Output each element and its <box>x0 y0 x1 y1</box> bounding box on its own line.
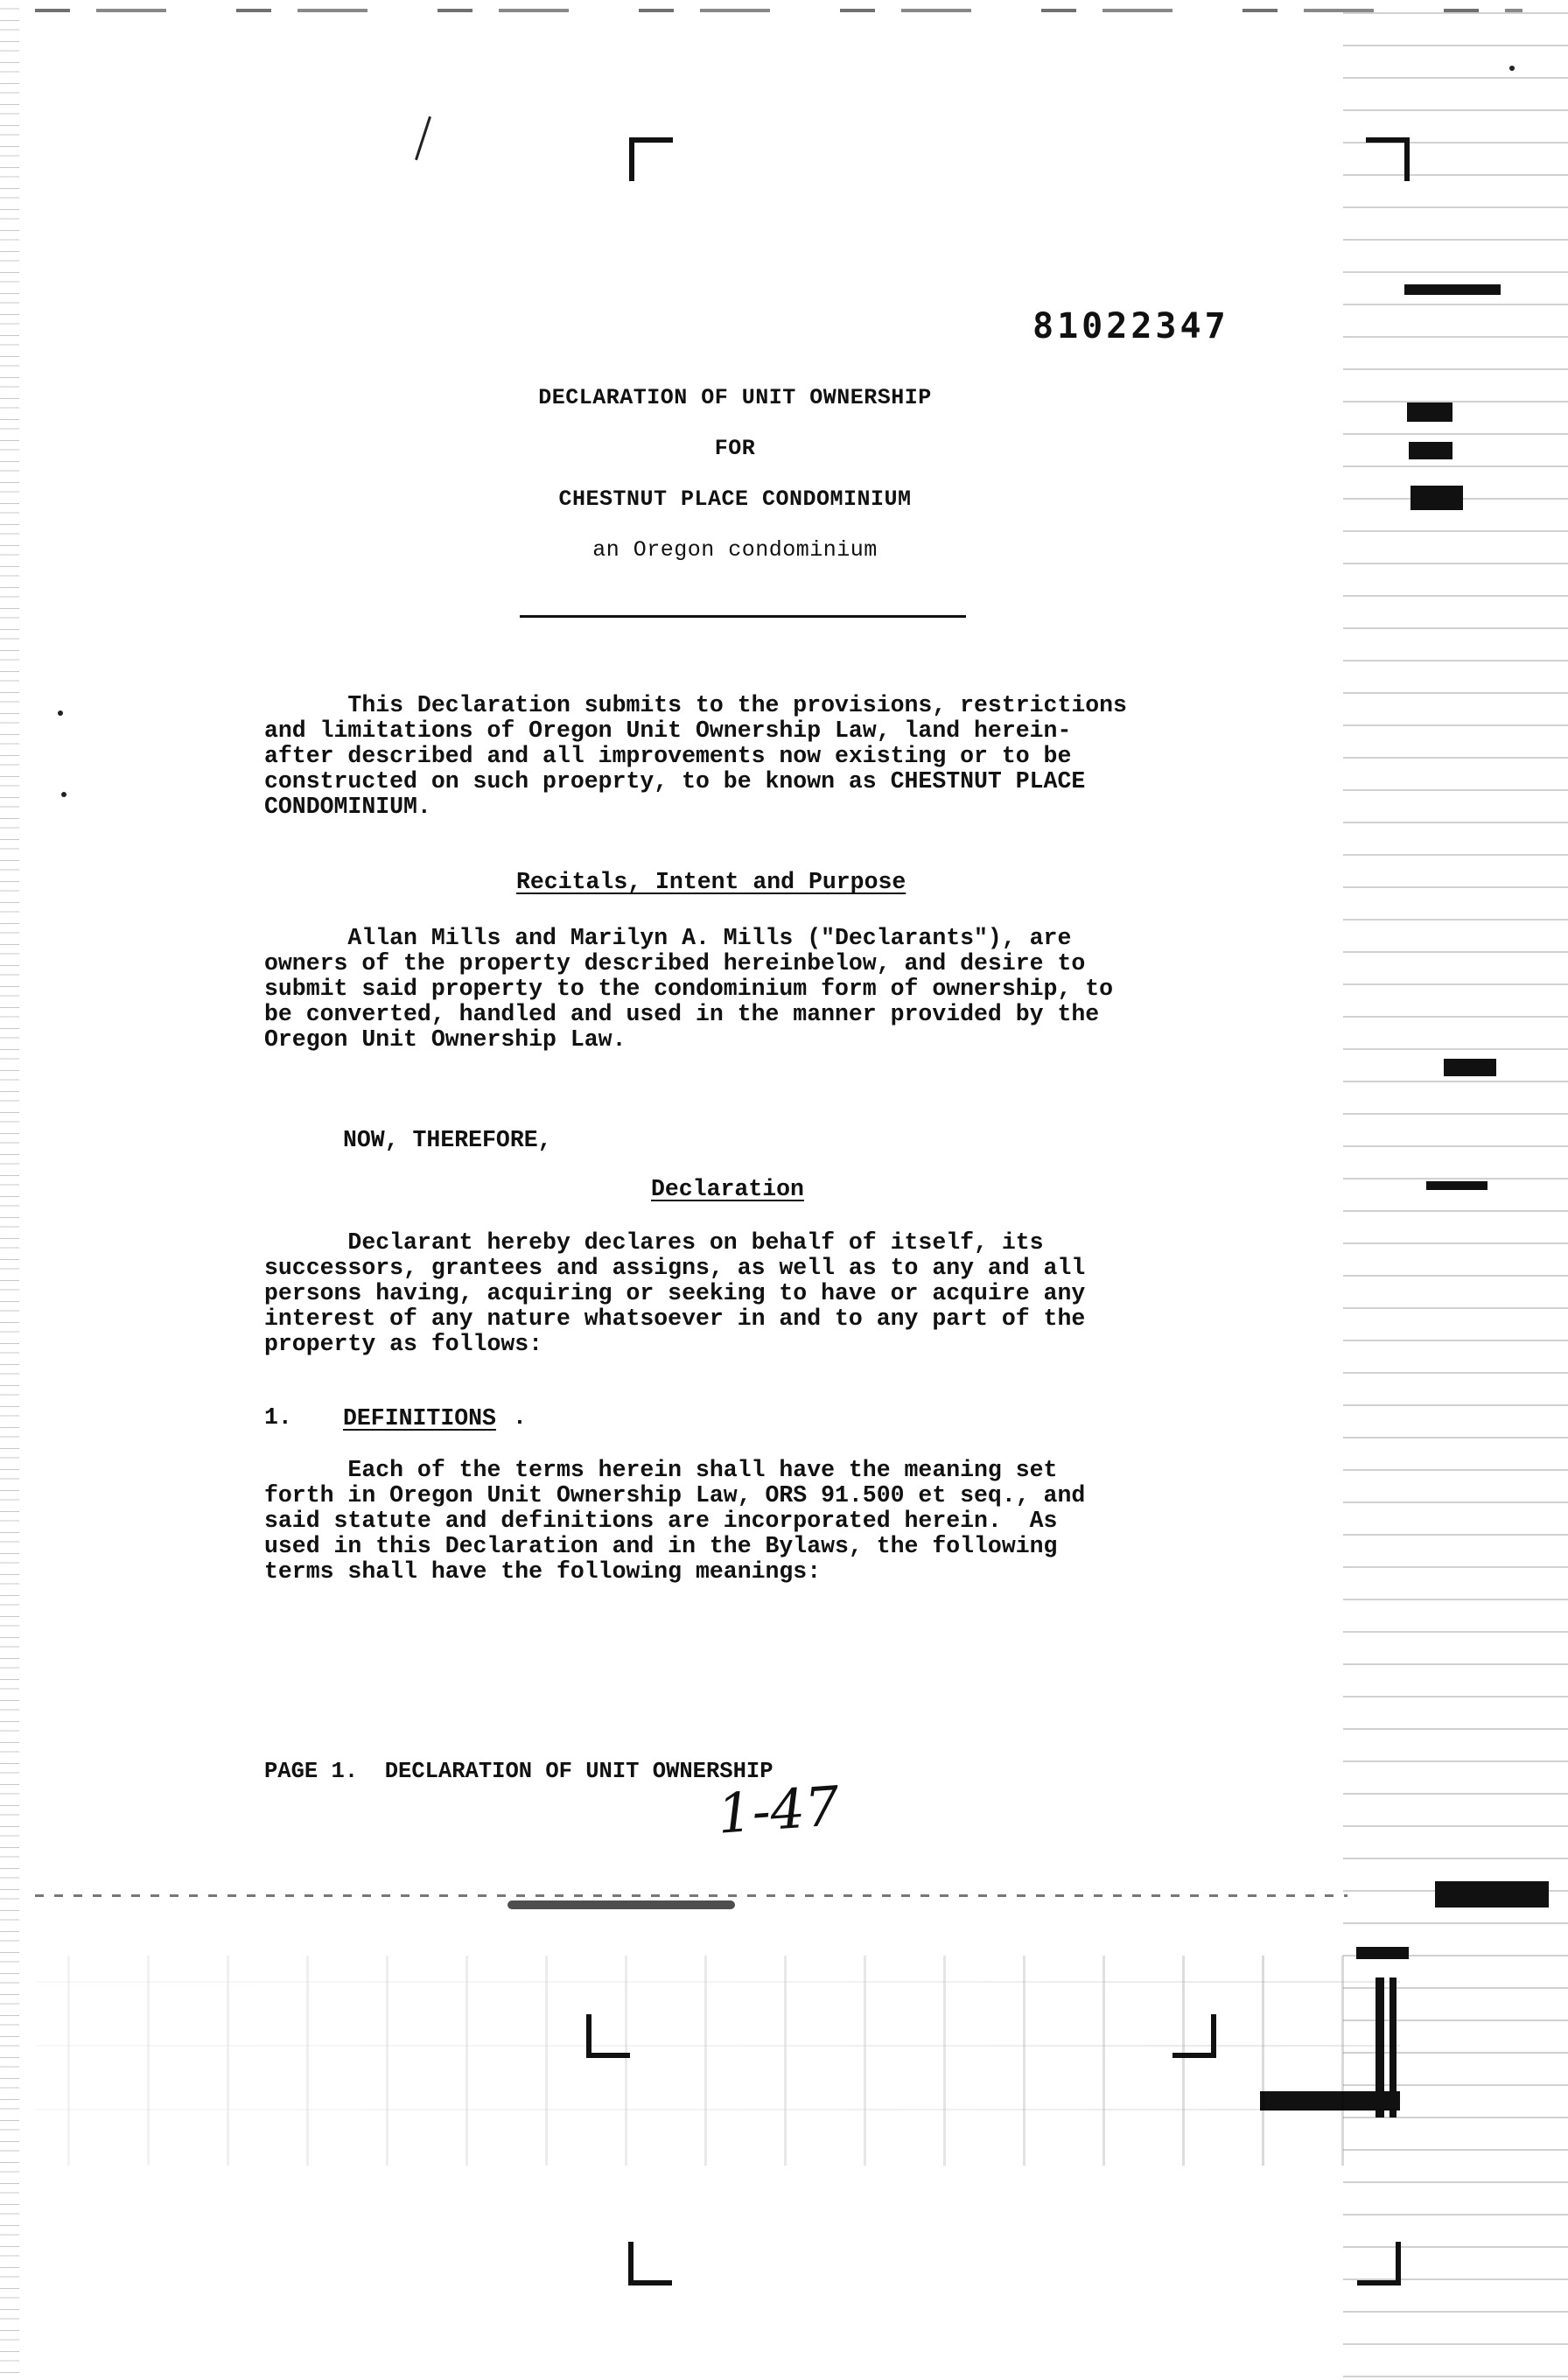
title-line-2: FOR <box>714 436 756 461</box>
crop-mark-lower-right <box>1357 2242 1401 2286</box>
now-therefore-text: NOW, THEREFORE, <box>343 1127 552 1153</box>
page-bottom-edge <box>35 1894 1348 1897</box>
title-line-3: CHESTNUT PLACE CONDOMINIUM <box>558 486 912 512</box>
stray-pen-mark <box>415 116 431 160</box>
crop-mark-top-left <box>629 137 673 181</box>
scan-top-edge <box>35 9 1522 12</box>
recitals-paragraph: Allan Mills and Marilyn A. Mills ("Declarants"), are owners of the property described hereinbelow, and desire to submit said property to the condominium form of ownership, to be converted, handled and used in the manner provided by the Oregon Unit Ownership Law. <box>264 925 1114 1053</box>
title-divider <box>520 615 966 618</box>
scan-noise <box>35 1956 1400 2166</box>
definitions-number: 1. <box>264 1404 292 1431</box>
scan-left-edge <box>0 0 19 2380</box>
definitions-heading: DEFINITIONS <box>343 1405 496 1432</box>
page-footer: PAGE 1. DECLARATION OF UNIT OWNERSHIP <box>264 1759 774 1784</box>
crop-mark-bottom-left <box>586 2014 630 2058</box>
definitions-heading-period: . <box>513 1404 527 1431</box>
document-number: 81022347 <box>1032 306 1229 346</box>
definitions-paragraph: Each of the terms herein shall have the meaning set forth in Oregon Unit Ownership Law, ORS 91.500 et seq., and said statute and definitions are incorporated herein. As used in this Declaration and in the Bylaws, the following terms shall have the following meanings: <box>264 1457 1086 1585</box>
crop-mark-bottom-right <box>1172 2014 1216 2058</box>
declaration-heading: Declaration <box>651 1176 804 1202</box>
crop-mark-top-right <box>1366 137 1410 181</box>
scan-dot <box>61 792 66 797</box>
recitals-heading: Recitals, Intent and Purpose <box>516 869 906 895</box>
scan-dot <box>58 710 63 716</box>
handwritten-page-note: 1-47 <box>715 1774 842 1846</box>
title-line-1: DECLARATION OF UNIT OWNERSHIP <box>538 385 932 410</box>
title-line-4: an Oregon condominium <box>592 537 878 563</box>
crop-mark-lower-left <box>628 2242 672 2286</box>
intro-paragraph: This Declaration submits to the provisions, restrictions and limitations of Oregon Unit Ownership Law, land herein- after described and all improvements now existing or to be constructed on such proeprty, to be known as CHESTNUT PLACE CONDOMINIUM. <box>264 692 1127 820</box>
declaration-paragraph: Declarant hereby declares on behalf of itself, its successors, grantees and assigns, as well as to any and all persons having, acquiring or seeking to have or acquire any interest of any nature whatsoever in and to any part of the property as follows: <box>264 1229 1086 1357</box>
scan-smudge <box>508 1900 735 1909</box>
scan-dot <box>1509 66 1515 71</box>
